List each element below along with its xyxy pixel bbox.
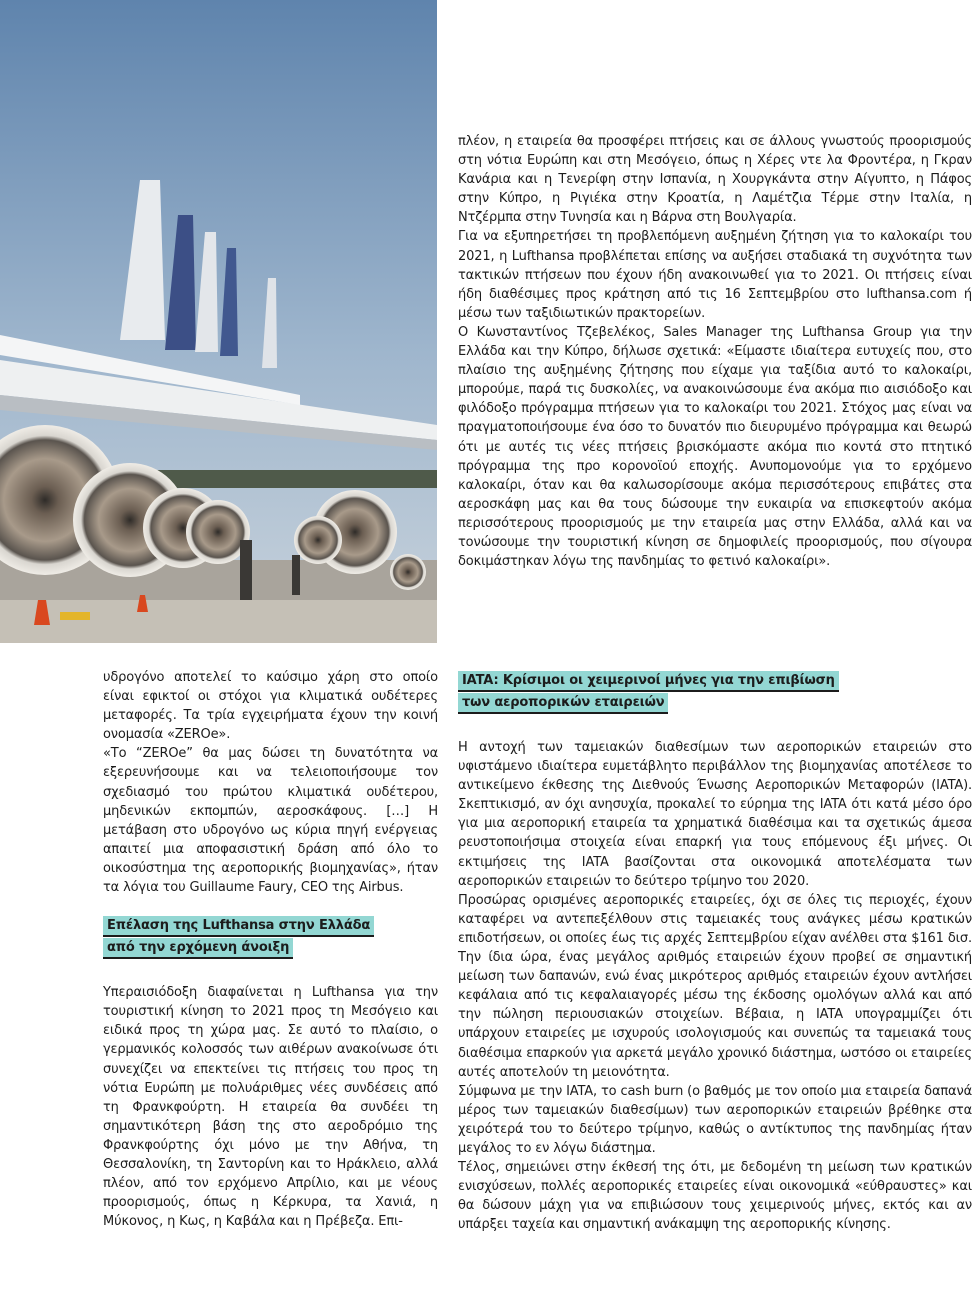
iata-heading-line1: IATA: Κρίσιμοι οι χειμερινοί μήνες για την επιβίωση [458, 671, 839, 690]
airplanes-icon [0, 0, 437, 643]
iata-paragraph-3: Σύμφωνα με την IATA, το cash burn (ο βαθμός με τον οποίο μια εταιρεία δαπανά μέρος των ταμειακών διαθεσίμων) των αεροπορικών εταιρειών βρέθηκε στα χειρότερά του το δεύτερο τρίμηνο, καθώς ο αντίκτυπος της πανδημίας ήταν μεγάλος το εν λόγω διάστημα. [458, 1083, 972, 1156]
iata-heading [458, 670, 972, 714]
iata-paragraph-1: Η αντοχή των ταμειακών διαθεσίμων των αεροπορικών εταιρειών στο υφιστάμενο ιδιαίτερα ευμετάβλητο περιβάλλον της βιομηχανίας αποτέλεσε το αντικείμενο έκθεσης της Διεθνούς Ένωσης Αεροπορικών Μεταφορών (IATA). Σκεπτικισμό, αν όχι ανησυχία, προκαλεί το εύρημα της IATA ότι κατά μέσο όρο για μια αεροπορική εταιρεία τα χρηματικά διαθέσιμα και τα σχετικώς άμεσα ρευστοποιήσιμα στοιχεία είναι επαρκή για τους επόμενους έξι μήνες. Οι εκτιμήσεις της IATA βασίζονται στα οικονομικά αποτελέσματα των αεροπορικών εταιρειών το δεύτερο τρίμηνο του 2020. [458, 740, 972, 889]
lufthansa-body: Υπεραισιόδοξη διαφαίνεται η Lufthansa για την τουριστική κίνηση το 2021 προς τη Μεσόγειο και ειδικά προς τη χώρα μας. Σε αυτό το πλαίσιο, ο γερμανικός κολοσσός των αιθέρων ανακοίνωσε ότι συνεχίζει να επεκτείνει τις πτήσεις του προς τη νότια Ευρώπη με πολυάριθμες νέες συνδέσεις από τη Φρανκφούρτη. Η εταιρεία θα συνδέει τη σημαντικότερη βάση της στο αεροδρόμιο της Φρανκφούρτης όχι μόνο με την Αθήνα, τη Θεσσαλονίκη, τη Σαντορίνη και το Ηράκλειο, αλλά πλέον, από τον ερχόμενο Απρίλιο, και με νέους προορισμούς, όπως η Κέρκυρα, τα Χανιά, η Μύκονος, η Κως, η Καβάλα και η Πρέβεζα. Επι- [103, 985, 438, 1230]
right-column-bottom [458, 673, 972, 1234]
quote-paragraph: «Το “ZEROe” θα μας δώσει τη δυνατότητα να εξερευνήσουμε και να τελειοποιήσουμε τον σχεδιασμό του πρώτου κλιματικά ουδέτερου, μηδενικών εκπομπών, αεροσκάφους. […] Η μετάβαση στο υδρογόνο ως κύρια πηγή ενέργειας απαιτεί μια αποφασιστική δράση από όλο το οικοσύστημα της αεροπορικής βιομηχανίας», ήταν τα λόγια του Guillaume Faury, CEO της Airbus. [103, 746, 438, 896]
destinations-paragraph: πλέον, η εταιρεία θα προσφέρει πτήσεις και σε άλλους γνωστούς προορισμούς στη νότια Ευρώπη και στη Μεσόγειο, όπως η Χέρες ντε λα Φροντέρα, η Γκραν Κανάρια και η Τενερίφη στην Ισπανία, η Χουργκάντα στην Αίγυπτο, η Πάφος στην Κύπρο, η Ριγιέκα στην Κροατία, η Λαμέτζια Τέρμε στην Ιταλία, η Ντζέρμπα στην Τυνησία και η Βάρνα στη Βουλγαρία. [458, 134, 972, 226]
intro-paragraph: υδρογόνο αποτελεί το καύσιμο χάρη στο οποίο είναι εφικτοί οι στόχοι για κλιματικά ουδέτερες μεταφορές. Τα τρία εγχειρήματα έχουν την κοινή ονομασία «ZEROe». [103, 670, 438, 743]
left-column [103, 668, 438, 1231]
summer-demand-paragraph: Για να εξυπηρετήσει τη προβλεπόμενη αυξημένη ζήτηση για το καλοκαίρι του 2021, η Lufthansa προβλέπεται επίσης να αυξήσει σταδιακά τη συχνότητα των τακτικών πτήσεων που έχουν ήδη ανακοινωθεί για το 2021. Οι πτήσεις είναι ήδη διαθέσιμες προς κράτηση από τις 16 Σεπτεμβρίου στο lufthansa.com ή μέσω των ταξιδιωτικών πρακτορείων. [458, 229, 972, 321]
lufthansa-heading-line1: Επέλαση της Lufthansa στην Ελλάδα [103, 916, 374, 935]
iata-paragraph-2: Προσώρας ορισμένες αεροπορικές εταιρείες, όχι σε όλες τις περιοχές, έχουν καταφέρει να αντεπεξέλθουν στις ταμειακές τους ανάγκες μέσω κρατικών επιδοτήσεων, οι οποίες έως τις αρχές Σεπτεμβρίου είχαν ανέλθει στα $161 δισ. Την ίδια ώρα, ένας μεγάλος αριθμός εταιρειών έχουν προβεί σε σημαντική μείωση των δαπανών, ενώ ένας μικρότερος αριθμός εταιρειών έχουν αντλήσει κεφάλαια από τις κεφαλαιαγορές μέσω της έκδοσης ομολόγων αλλά και από την πώληση περιουσιακών στοιχείων. Βέβαια, η IATA υπογραμμίζει ότι υπάρχουν εταιρείες με ισχυρούς ισολογισμούς και συνεπώς τα ταμειακά τους διαθέσιμα επαρκούν για αρκετά μεγάλο χρονικό διάστημα, ωστόσο οι εταιρείες αυτές αποτελούν τη μειονότητα. [458, 892, 972, 1080]
manager-quote-paragraph: Ο Κωνσταντίνος Τζεβελέκος, Sales Manager της Lufthansa Group για την Ελλάδα και την Κύπρο, δήλωσε σχετικά: «Είμαστε ιδιαίτερα ευτυχείς που, στο πλαίσιο της αυξημένης ζήτησης που είχαμε για ταξίδια αυτό το καλοκαίρι, μπορούμε, παρά τις δυσκολίες, να ανακοινώσουμε ένα ακόμα πιο αισιόδοξο και φιλόδοξο πρόγραμμα πτήσεων για το καλοκαίρι του 2021. Στόχος μας είναι να πραγματοποιήσουμε ένα όσο το δυνατόν πιο διευρυμένο πρόγραμμα και θεωρώ ότι με αυτές τις νέες πτήσεις βρισκόμαστε ακόμα πιο κοντά στο πτητικό πρόγραμμα της προ κορονοϊού εποχής. Ανυπομονούμε για το ερχόμενο καλοκαίρι, όταν και θα καλωσορίσουμε ακόμα περισσότερους επιβάτες στα αεροσκάφη μας και θα τους δώσουμε την ευκαιρία να επισκεφτούν ακόμα περισσότερους προορισμούς με την εταιρεία μας στην Ελλάδα, αλλά και να τονώσουμε την τουριστική κίνηση σε δημοφιλείς προορισμούς, που σίγουρα δοκιμάστηκαν λόγω της πανδημίας το φετινό καλοκαίρι». [458, 324, 972, 570]
iata-heading-line2: των αεροπορικών εταιρειών [458, 693, 668, 712]
lufthansa-heading [103, 915, 438, 959]
right-column-top [458, 132, 972, 571]
airplanes-photo [0, 0, 437, 643]
iata-paragraph-4: Τέλος, σημειώνει στην έκθεσή της ότι, με δεδομένη τη μείωση των κρατικών ενισχύσεων, πολλές αεροπορικές εταιρείες είναι οικονομικά «εύθραυστες» και θα δώσουν μάχη για να επιβιώσουν τους χειμερινούς μήνες, εκτός και αν υπάρξει ταχεία και σημαντική ανάκαμψη της αεροπορικής κίνησης. [458, 1160, 972, 1233]
lufthansa-heading-line2: από την ερχόμενη άνοιξη [103, 938, 293, 957]
